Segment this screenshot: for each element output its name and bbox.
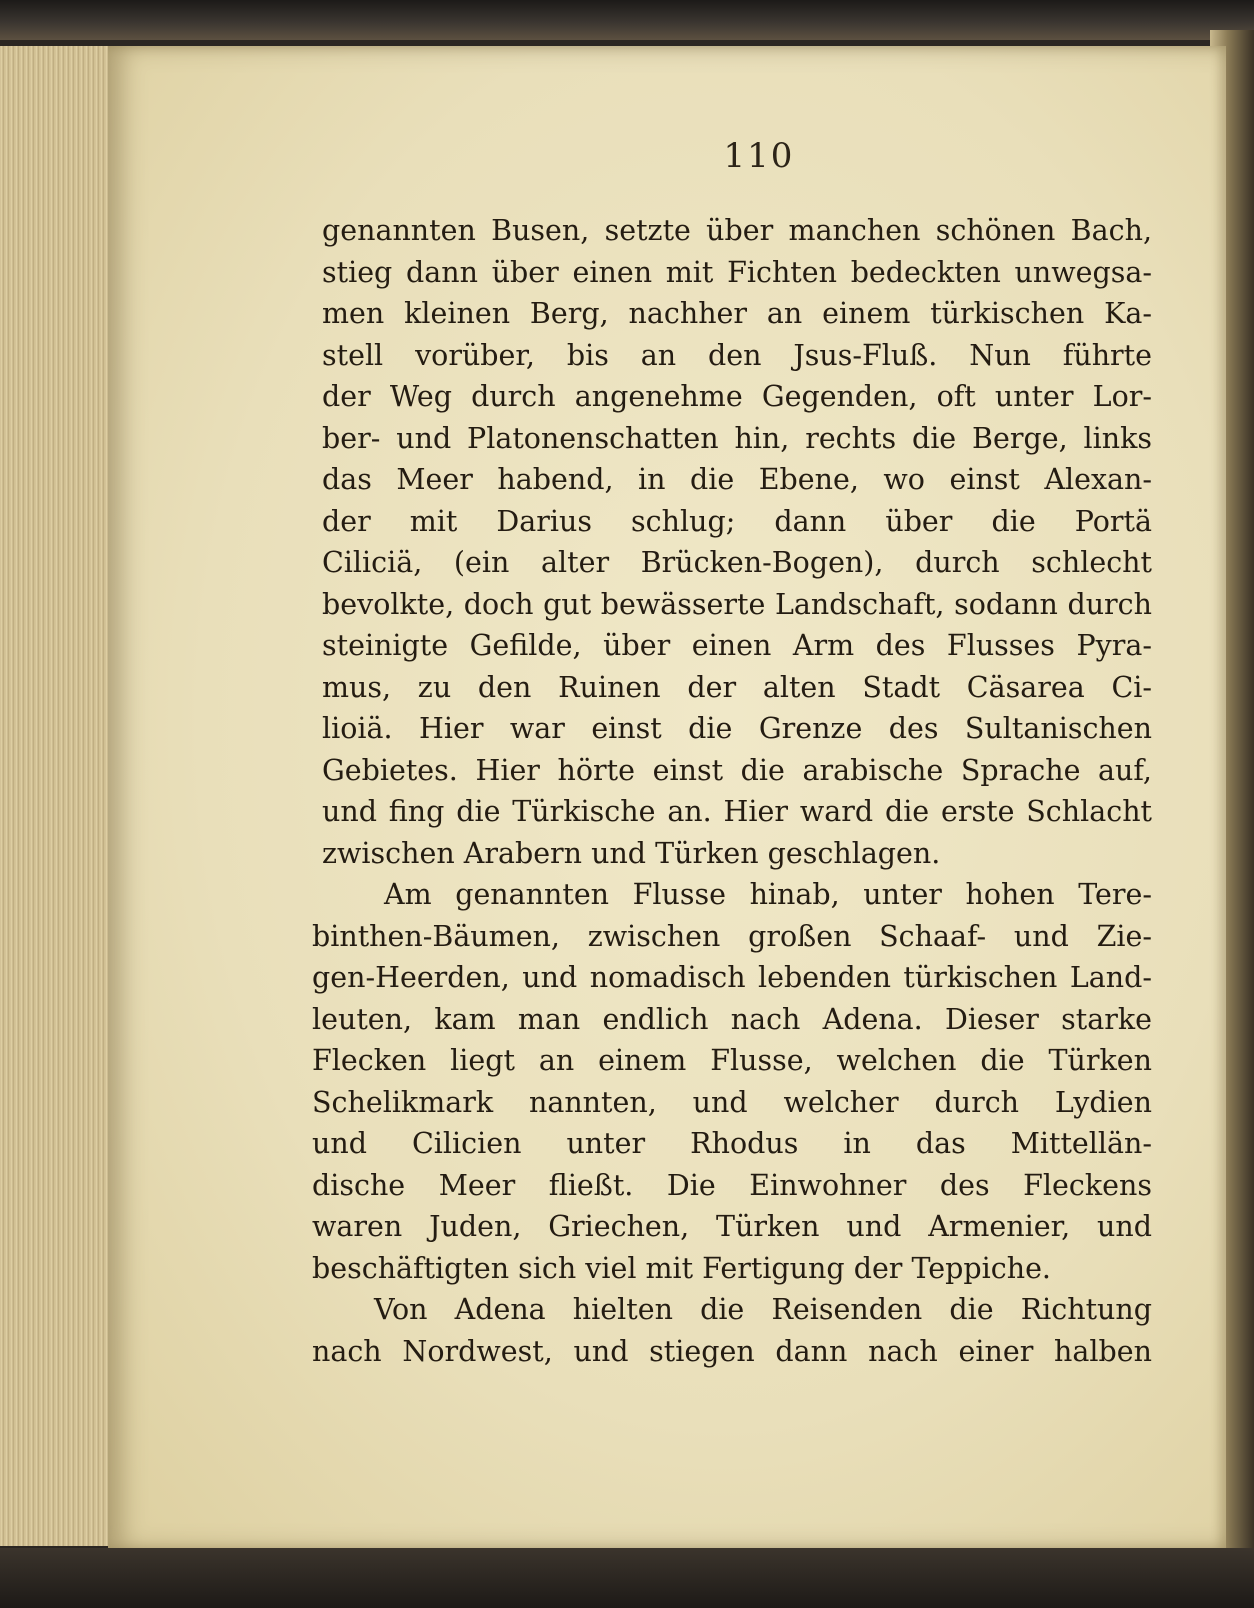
text-line: ber- und Platonenschatten hin, rechts die Berge, links — [322, 421, 1152, 455]
text-line: Von Adena hielten die Reisenden die Richtung — [374, 1293, 1152, 1326]
text-line: dische Meer fließt. Die Einwohner des Fleckens — [312, 1168, 1152, 1202]
text-line: men kleinen Berg, nachher an einem türkischen Ka- — [322, 297, 1152, 330]
text-line: gen-Heerden, und nomadisch lebenden türkischen Land- — [312, 961, 1152, 994]
bottom-border — [0, 1548, 1254, 1608]
text-line: Gebietes. Hier hörte einst die arabische Sprache auf, — [322, 753, 1152, 787]
text-line: der Weg durch angenehme Gegenden, oft unter Lor- — [322, 380, 1152, 413]
text-line: beschäftigten sich viel mit Fertigung der Teppiche. — [312, 1251, 1051, 1285]
text-line: und Cilicien unter Rhodus in das Mittellän- — [312, 1127, 1152, 1160]
text-line: genannten Busen, setzte über manchen schönen Bach, — [322, 214, 1152, 247]
text-line: und fing die Türkische an. Hier ward die erste Schlacht — [322, 795, 1152, 828]
text-line: Am genannten Flusse hinab, unter hohen Tere- — [384, 878, 1152, 911]
text-line: Schelikmark nannten, und welcher durch Lydien — [312, 1085, 1152, 1119]
text-line: binthen-Bäumen, zwischen großen Schaaf- und Zie- — [312, 919, 1152, 953]
page-edges — [0, 46, 114, 1546]
text-line: steinigte Gefilde, über einen Arm des Flusses Pyra- — [322, 629, 1152, 662]
text-line: Ciliciä, (ein alter Brücken-Bogen), durch schlecht — [322, 546, 1152, 579]
text-line: Flecken liegt an einem Flusse, welchen die Türken — [312, 1044, 1152, 1077]
text-line: das Meer habend, in die Ebene, wo einst Alexan- — [322, 463, 1152, 496]
top-border — [0, 0, 1254, 40]
text-line: stieg dann über einen mit Fichten bedeckten unwegsa- — [322, 255, 1152, 289]
page-text — [312, 210, 1152, 1372]
page-number: 110 — [723, 136, 795, 176]
text-line: zwischen Arabern und Türken geschlagen. — [322, 836, 941, 870]
text-line: der mit Darius schlug; dann über die Portä — [322, 504, 1152, 538]
text-line: waren Juden, Griechen, Türken und Armenier, und — [312, 1210, 1152, 1243]
text-line: bevolkte, doch gut bewässerte Landschaft, sodann durch — [322, 587, 1152, 621]
text-line: nach Nordwest, und stiegen dann nach einer halben — [312, 1334, 1152, 1368]
text-line: leuten, kam man endlich nach Adena. Dieser starke — [312, 1002, 1152, 1036]
text-line: mus, zu den Ruinen der alten Stadt Cäsarea Ci- — [322, 670, 1152, 704]
text-line: lioiä. Hier war einst die Grenze des Sultanischen — [322, 712, 1152, 745]
text-line: stell vorüber, bis an den Jsus-Fluß. Nun führte — [322, 338, 1152, 372]
